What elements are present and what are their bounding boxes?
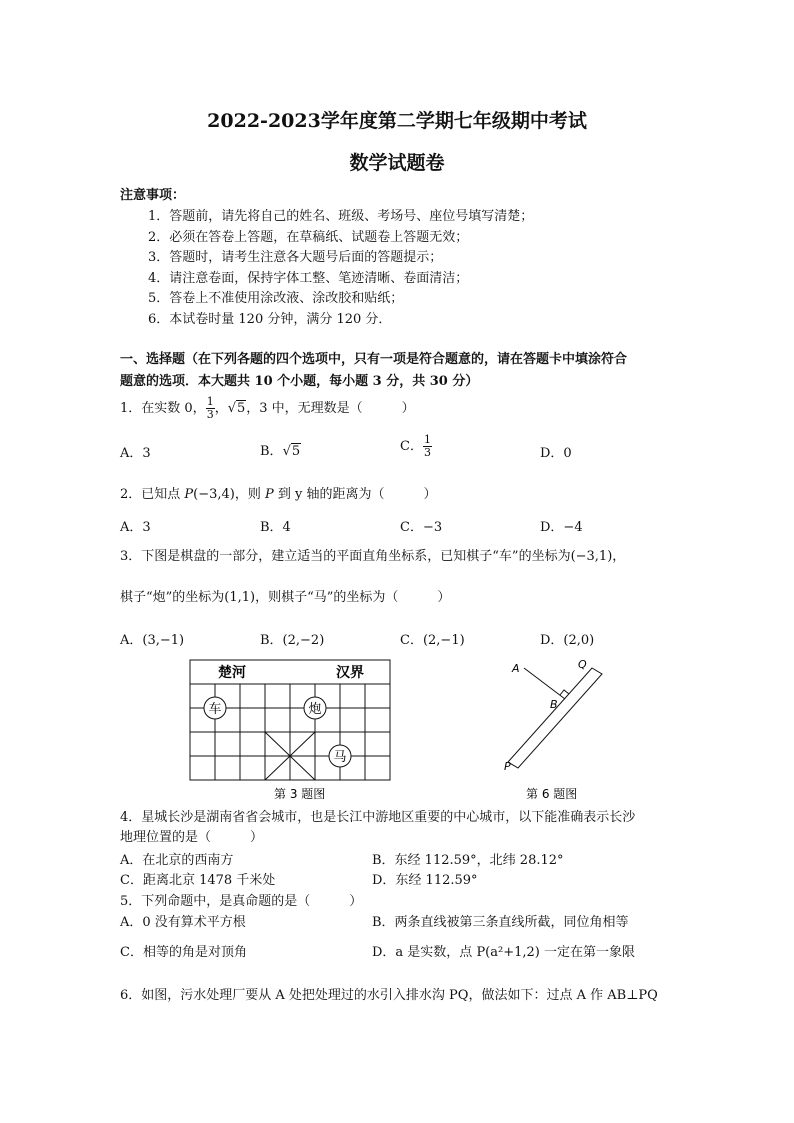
segment-ab (524, 668, 565, 699)
q3-option-d: D．(2,0) (540, 633, 595, 648)
q4-option-d: D．东经 112.59° (372, 873, 478, 888)
q1-option-b (260, 440, 301, 459)
q2-suffix: 到 y 轴的距离为（ ） (273, 487, 437, 502)
q5-option-c: C．相等的角是对顶角 (120, 945, 247, 960)
q1-prefix: 1．在实数 0， (120, 401, 206, 416)
river-label-right: 汉界 (336, 665, 364, 681)
q2-option-c: C．−3 (400, 520, 443, 535)
q2-option-d: D．−4 (540, 520, 583, 535)
piece-label: 炮 (308, 702, 322, 717)
figure-6-diagram (500, 656, 620, 804)
notice-item: 4．请注意卷面，保持字体工整、笔迹清晰、卷面清洁； (148, 271, 469, 286)
figure-6-caption: 第 6 题图 (526, 787, 578, 801)
option-label: C． (400, 439, 423, 454)
q1-fraction (206, 396, 215, 421)
q1-option-a: A．3 (120, 446, 151, 461)
q2-point-ref: P (265, 487, 274, 502)
q5-option-d: D．a 是实数，点 P(a²+1,2) 一定在第一象限 (372, 945, 635, 960)
fraction-denominator: 3 (206, 408, 214, 421)
q5-option-a: A．0 没有算术平方根 (120, 915, 246, 930)
piece-label: 马 (333, 750, 347, 765)
q2-coords: (−3,4) (193, 487, 235, 502)
option-fraction (423, 434, 432, 459)
question-3-line2: 棋子“炮”的坐标为(1,1)，则棋子“马”的坐标为（ ） (120, 590, 451, 605)
option-sqrt: √5 (282, 444, 301, 459)
question-4-line1: 4．星城长沙是湖南省省会城市，也是长江中游地区重要的中心城市，以下能准确表示长沙 (120, 810, 636, 825)
q5-option-b: B．两条直线被第三条直线所截，同位角相等 (372, 915, 629, 930)
q2-option-b: B．4 (260, 520, 291, 535)
q1-option-c (400, 434, 432, 459)
ditch-pq (508, 668, 602, 768)
notice-item: 3．答题时，请考生注意各大题号后面的答题提示； (148, 250, 443, 265)
q3-option-b: B．(2,−2) (260, 633, 325, 648)
label-p: P (504, 760, 511, 773)
notice-item: 5．答卷上不准使用涂改液、涂改胶和贴纸； (148, 291, 404, 306)
q1-sqrt: √5 (227, 401, 246, 416)
fraction-numerator: 1 (206, 395, 214, 408)
label-a: A (512, 662, 520, 675)
question-6-line1: 6．如图，污水处理厂要从 A 处把处理过的水引入排水沟 PQ，做法如下：过点 A 作 AB⊥PQ (120, 988, 658, 1003)
q4-option-a: A．在北京的西南方 (120, 853, 234, 868)
question-2-stem (120, 483, 437, 502)
piece-ma (329, 745, 351, 767)
q4-option-b: B．东经 112.59°，北纬 28.12° (372, 853, 564, 868)
label-b: B (550, 698, 558, 711)
q2-mid: ，则 (234, 487, 266, 502)
right-angle-mark (560, 690, 569, 695)
piece-label: 车 (208, 702, 222, 717)
section1-line1: 一、选择题（在下列各题的四个选项中，只有一项是符合题意的，请在答题卡中填涂符合 (120, 352, 628, 367)
label-q: Q (578, 658, 587, 671)
piece-pao (304, 697, 326, 719)
notice-item: 6．本试卷时量 120 分钟，满分 120 分． (148, 312, 392, 327)
q3-option-c: C．(2,−1) (400, 633, 465, 648)
q1-option-d: D．0 (540, 446, 572, 461)
fraction-numerator: 1 (423, 433, 431, 446)
radicand: 5 (291, 444, 301, 459)
fraction-denominator: 3 (423, 446, 431, 459)
q1-suffix: ，3 中，无理数是（ ） (246, 401, 415, 416)
question-1-stem (120, 396, 415, 421)
q4-option-c: C．距离北京 1478 千米处 (120, 873, 276, 888)
figure-3-chessboard (186, 656, 396, 804)
radicand: 5 (237, 401, 246, 416)
q2-option-a: A．3 (120, 520, 151, 535)
q2-point: P (184, 487, 194, 502)
river-label-left: 楚河 (218, 665, 246, 681)
q1-sep: ， (214, 401, 228, 416)
notice-item: 1．答题前，请先将自己的姓名、班级、考场号、座位号填写清楚； (148, 209, 534, 224)
option-label: B． (260, 444, 283, 459)
question-4-line2: 地理位置的是（ ） (120, 830, 264, 845)
section1-line2: 题意的选项．本大题共 10 个小题，每小题 3 分，共 30 分） (120, 374, 479, 389)
q2-prefix: 2．已知点 (120, 487, 185, 502)
question-3-line1: 3．下图是棋盘的一部分，建立适当的平面直角坐标系，已知棋子“车”的坐标为(−3,1)， (120, 549, 626, 564)
notice-item: 2．必须在答卷上答题，在草稿纸、试题卷上答题无效； (148, 230, 469, 245)
exam-subtitle: 数学试题卷 (349, 152, 445, 174)
q3-option-a: A．(3,−1) (120, 633, 185, 648)
exam-title: 2022-2023学年度第二学期七年级期中考试 (207, 110, 587, 132)
question-5-stem: 5．下列命题中，是真命题的是（ ） (120, 894, 363, 909)
notice-heading: 注意事项： (120, 188, 186, 203)
piece-che (204, 697, 226, 719)
figure-3-caption: 第 3 题图 (274, 787, 326, 801)
